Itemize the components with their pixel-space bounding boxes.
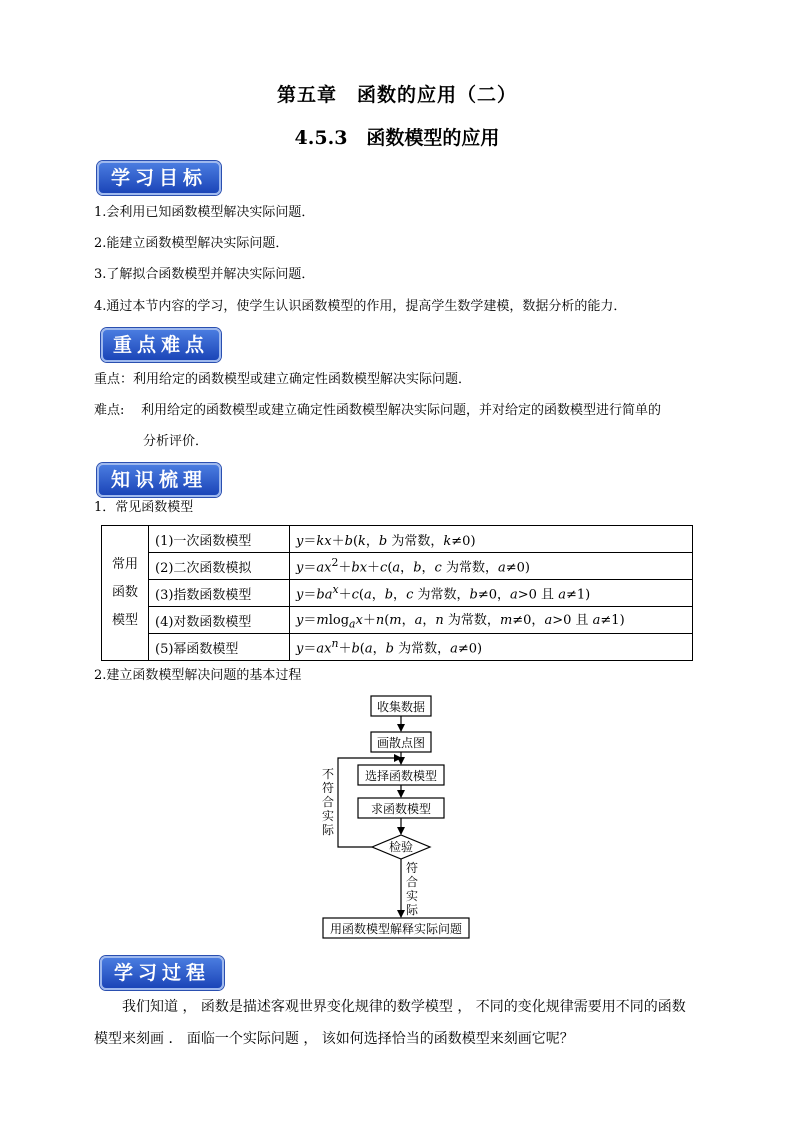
key-point-text: 重点：利用给定的函数模型或建立确定性函数模型解决实际问题．: [94, 372, 472, 387]
table-row: [102, 580, 693, 607]
objective-item: 2.能建立函数模型解决实际问题．: [94, 236, 289, 251]
category-text: 模型: [111, 613, 138, 628]
model-formula: $y=ax^n+b(a$，b 为常数，a≠0): [290, 634, 693, 661]
fit-char: 际: [405, 903, 419, 917]
not-fit-char: 实: [321, 809, 335, 823]
process-paragraph-line2: 模型来刻画 ． 面临一个实际问题 ， 该如何选择恰当的函数模型来刻画它呢？: [94, 1031, 574, 1047]
objectives-banner: 学习目标: [97, 161, 221, 195]
scatter-plot-label: 画散点图: [376, 736, 426, 750]
table-row: [102, 607, 693, 634]
common-models-heading: 1．常见函数模型: [94, 500, 194, 515]
difficulty-text-cont: 分析评价．: [143, 434, 209, 449]
model-formula: y＝mlog$_a$x＋n(m，a，n 为常数，m≠0，a>0 且 a≠1): [290, 607, 693, 634]
model-name: (3)指数函数模型: [149, 580, 290, 607]
model-formula: $y=ba^x+c(a$，b，c 为常数，b≠0，a>0 且 a≠1): [290, 580, 693, 607]
not-fit-char: 符: [321, 781, 335, 795]
explain-label: 用函数模型解释实际问题: [329, 922, 463, 936]
not-fit-char: 合: [321, 795, 335, 809]
table-row: [102, 634, 693, 661]
model-formula: y＝kx＋b(k，b 为常数，k≠0): [290, 526, 693, 553]
difficulty-label: 难点:: [94, 403, 125, 418]
collect-data-label: 收集数据: [376, 700, 426, 714]
function-models-table: [101, 525, 693, 661]
table-row: [102, 526, 693, 553]
process-heading: 2.建立函数模型解决问题的基本过程: [94, 668, 302, 683]
fit-char: 符: [405, 861, 419, 875]
model-name: (5)幂函数模型: [149, 634, 290, 661]
fit-char: 实: [405, 889, 419, 903]
objective-item: 1.会利用已知函数模型解决实际问题．: [94, 205, 315, 220]
category-cell: [102, 526, 149, 661]
table-row: [102, 553, 693, 580]
model-name: (1)一次函数模型: [149, 526, 290, 553]
section-title: 4.5.3 函数模型的应用: [294, 127, 500, 149]
model-name: (2)二次函数模拟: [149, 553, 290, 580]
process-paragraph-line1: 我们知道 ， 函数是描述客观世界变化规律的数学模型 ， 不同的变化规律需要用不同的函数: [122, 999, 686, 1015]
not-fit-label: [322, 767, 335, 837]
objective-item: 4.通过本节内容的学习，使学生认识函数模型的作用，提高学生数学建模，数据分析的能力．: [94, 299, 627, 314]
model-formula: $y=ax^2+bx+c(a$，b，c 为常数，a≠0): [290, 553, 693, 580]
difficulty-text: 利用给定的函数模型或建立确定性函数模型解决实际问题，并对给定的函数模型进行简单的: [141, 403, 662, 418]
solve-model-label: 求函数模型: [370, 802, 432, 816]
objective-item: 3.了解拟合函数模型并解决实际问题．: [94, 267, 315, 282]
check-label: 检验: [388, 840, 414, 854]
not-fit-char: 不: [321, 767, 335, 781]
model-name: (4)对数函数模型: [149, 607, 290, 634]
category-text: 常用: [111, 557, 138, 572]
category-text: 函数: [111, 585, 138, 600]
key-points-banner: 重点难点: [101, 328, 221, 362]
process-banner: 学习过程: [100, 956, 224, 990]
fit-char: 合: [405, 875, 419, 889]
knowledge-banner: 知识梳理: [97, 463, 221, 497]
fit-label: [406, 861, 419, 917]
modeling-flowchart: [290, 690, 490, 940]
chapter-title: 第五章 函数的应用（二）: [276, 84, 517, 106]
choose-model-label: 选择函数模型: [364, 769, 438, 783]
not-fit-char: 际: [321, 823, 335, 837]
